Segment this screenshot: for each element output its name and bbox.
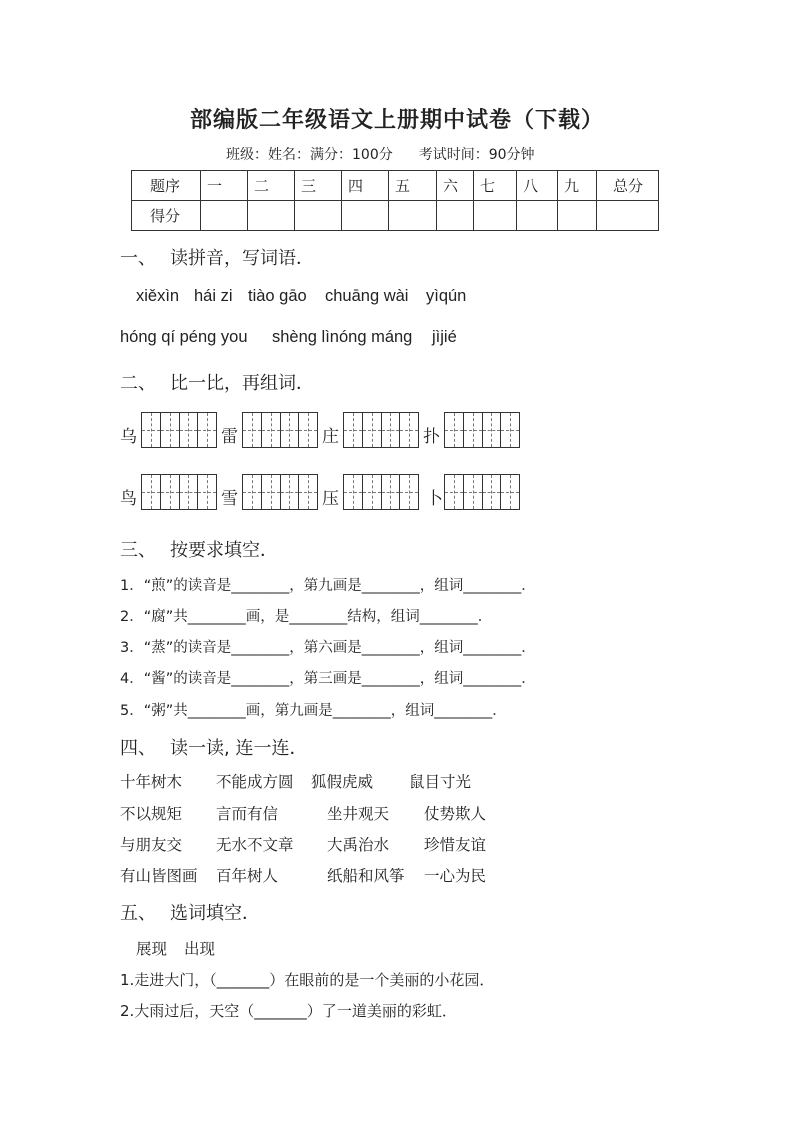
header-cell: 八 bbox=[517, 171, 558, 201]
writing-grid[interactable] bbox=[343, 474, 419, 510]
section-title: 选词填空． bbox=[170, 903, 260, 924]
fill-question[interactable]: 4．“酱”的读音是________，第三画是________，组词________． bbox=[120, 671, 536, 687]
section-title: 读一读, 连一连． bbox=[170, 738, 308, 759]
header-cell: 七 bbox=[474, 171, 517, 201]
page-title: 部编版二年级语文上册期中试卷（下载） bbox=[189, 108, 604, 133]
header-cell: 二 bbox=[248, 171, 295, 201]
section-title: 读拼音，写词语． bbox=[170, 248, 314, 269]
fill-question[interactable]: 2．“腐”共________画，是________结构，组词________． bbox=[120, 609, 493, 625]
pinyin-word: hóng qí péng you bbox=[120, 328, 248, 346]
idiom[interactable]: 狐假虎威 bbox=[311, 773, 374, 791]
section-number: 三、 bbox=[120, 540, 156, 561]
score-table-header-row bbox=[132, 171, 659, 201]
exam-time: 考试时间：90分钟 bbox=[418, 147, 535, 163]
writing-grid[interactable] bbox=[141, 474, 217, 510]
idiom[interactable]: 纸船和风筝 bbox=[327, 867, 405, 885]
pinyin-word: yìqún bbox=[426, 287, 467, 305]
section-number: 一、 bbox=[120, 248, 156, 269]
score-table bbox=[131, 170, 659, 231]
char-label: 扑 bbox=[423, 427, 440, 447]
idiom[interactable]: 鼠目寸光 bbox=[409, 773, 472, 791]
char-label: 压 bbox=[322, 489, 339, 509]
writing-grid[interactable] bbox=[242, 412, 318, 448]
idiom[interactable]: 不以规矩 bbox=[120, 805, 183, 823]
writing-grid[interactable] bbox=[444, 412, 520, 448]
idiom[interactable]: 珍惜友谊 bbox=[424, 836, 487, 854]
header-cell: 四 bbox=[342, 171, 389, 201]
section-title: 按要求填空． bbox=[170, 540, 278, 561]
header-cell: 六 bbox=[437, 171, 474, 201]
fill-question[interactable]: 1．“煎”的读音是________，第九画是________，组词________． bbox=[120, 578, 536, 594]
section-3-heading bbox=[120, 536, 278, 562]
idiom[interactable]: 坐井观天 bbox=[327, 805, 390, 823]
score-cell[interactable] bbox=[597, 201, 659, 231]
section-2-heading bbox=[120, 369, 314, 395]
idiom[interactable]: 百年树人 bbox=[216, 867, 279, 885]
word-choice: 出现 bbox=[184, 940, 216, 958]
score-cell[interactable] bbox=[474, 201, 517, 231]
row-label: 得分 bbox=[132, 201, 201, 231]
class-name-score: 班级：姓名：满分：100分 bbox=[226, 147, 393, 163]
pinyin-word: tiào gāo bbox=[248, 287, 307, 305]
fill-question[interactable]: 1.走进大门，（_______）在眼前的是一个美丽的小花园． bbox=[120, 971, 495, 989]
idiom[interactable]: 十年树木 bbox=[120, 773, 183, 791]
header-cell: 三 bbox=[295, 171, 342, 201]
section-number: 二、 bbox=[120, 373, 156, 394]
writing-grid[interactable] bbox=[343, 412, 419, 448]
char-label: 雷 bbox=[221, 427, 238, 447]
idiom[interactable]: 无水不文章 bbox=[216, 836, 294, 854]
idiom[interactable]: 与朋友交 bbox=[120, 836, 183, 854]
section-5-heading bbox=[120, 899, 260, 925]
pinyin-word: shèng lìnóng máng bbox=[272, 328, 413, 346]
fill-question[interactable]: 3．“蒸”的读音是________，第六画是________，组词________． bbox=[120, 640, 536, 656]
exam-info bbox=[226, 144, 535, 164]
writing-grid[interactable] bbox=[444, 474, 520, 510]
score-cell[interactable] bbox=[201, 201, 248, 231]
section-number: 五、 bbox=[120, 903, 156, 924]
score-table-score-row bbox=[132, 201, 659, 231]
pinyin-word: chuāng wài bbox=[325, 287, 409, 305]
idiom[interactable]: 有山皆图画 bbox=[120, 867, 198, 885]
header-cell: 九 bbox=[558, 171, 597, 201]
pinyin-line-1 bbox=[136, 287, 179, 306]
idiom[interactable]: 仗势欺人 bbox=[424, 805, 487, 823]
word-choice: 展现 bbox=[136, 940, 168, 958]
idiom[interactable]: 一心为民 bbox=[424, 867, 487, 885]
section-number: 四、 bbox=[120, 738, 156, 759]
header-cell: 一 bbox=[201, 171, 248, 201]
pinyin-word: hái zi bbox=[194, 287, 233, 305]
header-cell: 总分 bbox=[597, 171, 659, 201]
score-cell[interactable] bbox=[248, 201, 295, 231]
score-cell[interactable] bbox=[389, 201, 437, 231]
writing-grid[interactable] bbox=[242, 474, 318, 510]
score-cell[interactable] bbox=[517, 201, 558, 231]
section-title: 比一比，再组词． bbox=[170, 373, 314, 394]
score-cell[interactable] bbox=[437, 201, 474, 231]
fill-question[interactable]: 5．“粥”共________画，第九画是________，组词________． bbox=[120, 703, 507, 719]
header-cell: 五 bbox=[389, 171, 437, 201]
char-label: 庄 bbox=[322, 427, 339, 447]
idiom[interactable]: 言而有信 bbox=[216, 805, 279, 823]
idiom[interactable]: 大禹治水 bbox=[327, 836, 390, 854]
char-label: 鸟 bbox=[120, 489, 137, 509]
fill-question[interactable]: 2.大雨过后，天空（_______）了一道美丽的彩虹． bbox=[120, 1002, 457, 1020]
score-cell[interactable] bbox=[295, 201, 342, 231]
pinyin-word: jìjié bbox=[432, 328, 457, 346]
char-label: 雪 bbox=[221, 489, 238, 509]
pinyin-word: xiěxìn bbox=[136, 287, 180, 305]
section-1-heading bbox=[120, 244, 314, 270]
score-cell[interactable] bbox=[342, 201, 389, 231]
score-cell[interactable] bbox=[558, 201, 597, 231]
idiom[interactable]: 不能成方圆 bbox=[216, 773, 294, 791]
writing-grid[interactable] bbox=[141, 412, 217, 448]
char-label: 乌 bbox=[120, 427, 137, 447]
char-label: 卜 bbox=[426, 489, 443, 509]
header-cell: 题序 bbox=[132, 171, 201, 201]
section-4-heading bbox=[120, 734, 307, 760]
